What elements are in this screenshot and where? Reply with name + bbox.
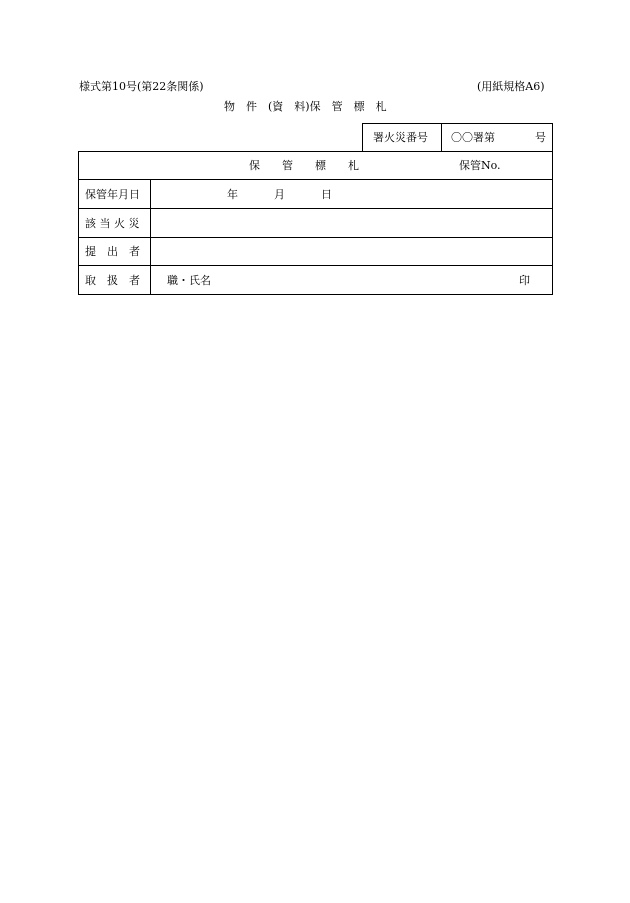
fire-number-label: 署火災番号 — [373, 131, 428, 144]
form-number: 様式第10号(第22条関係) — [79, 80, 204, 93]
divider — [441, 124, 442, 151]
row-label-fire: 該 当 火 災 — [85, 217, 140, 230]
row-label-storage-date: 保管年月日 — [85, 188, 140, 201]
seal-mark: 印 — [519, 274, 530, 287]
fire-number-suffix: 号 — [535, 131, 546, 144]
row-label-submitter: 提 出 者 — [85, 245, 140, 258]
storage-no-label: 保管No. — [459, 159, 501, 172]
row-label-handler: 取 扱 者 — [85, 274, 140, 287]
date-year: 年 — [227, 188, 238, 201]
handler-title-name: 職・氏名 — [167, 274, 211, 287]
date-day: 日 — [321, 188, 332, 201]
document-title: 物 件 (資 料)保 管 標 札 — [224, 100, 387, 113]
date-month: 月 — [274, 188, 285, 201]
column-divider — [150, 179, 151, 294]
tag-heading: 保 管 標 札 — [249, 159, 359, 172]
fire-number-value: 〇〇署第 — [451, 131, 495, 144]
table-border-top — [79, 151, 552, 152]
paper-size: (用紙規格A6) — [477, 80, 545, 93]
storage-tag-table — [78, 151, 553, 295]
fire-number-table — [362, 123, 553, 152]
